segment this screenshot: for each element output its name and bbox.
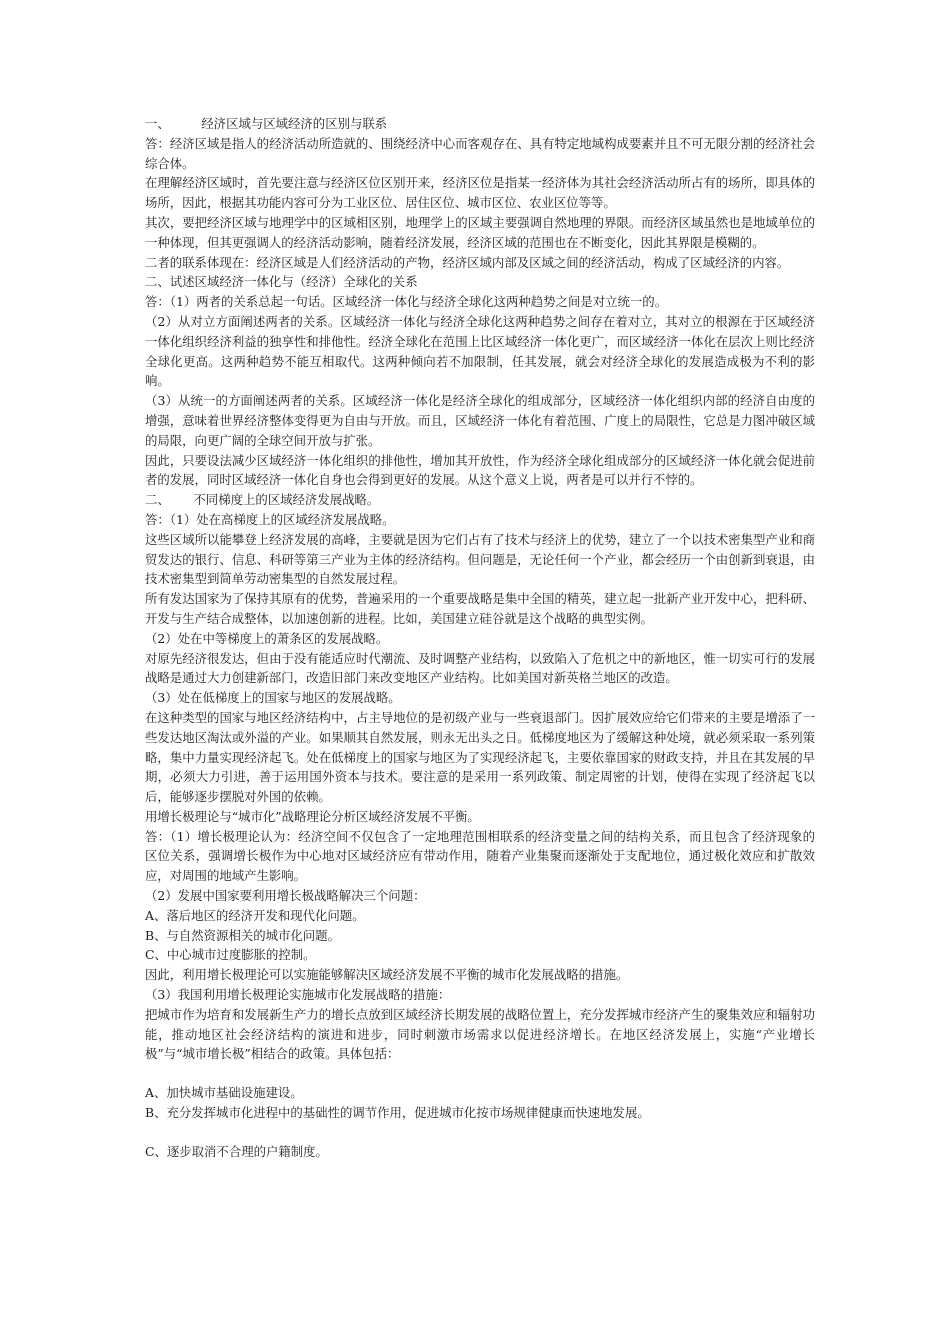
paragraph: （3）从统一的方面阐述两者的关系。区域经济一体化是经济全球化的组成部分，区域经济一体化组织内部的经济自由度的增强，意味着世界经济整体变得更为自由与开放。而且，区域经济一体化有着范围、广度上的局限性，它总是力图冲破区域的局限，向更广阔的全球空间开放与扩张。	[145, 393, 815, 448]
list-item: A、落后地区的经济开发和现代化问题。	[145, 907, 365, 923]
paragraph: （2）从对立方面阐述两者的关系。区域经济一体化与经济全球化这两种趋势之间存在着对立，其对立的根源在于区域经济一体化组织经济利益的独享性和排他性。经济全球化在范围上比区域经济一体化更广，而区域经济一体化在层次上则比经济全球化更高。这两种趋势不能互相取代。这两种倾向若不加限制，任其发展，就会对经济全球化的发展造成极为不利的影响。	[145, 313, 815, 389]
paragraph: 答：（1）处在高梯度上的区域经济发展战略。	[145, 511, 395, 527]
paragraph: 在理解经济区域时，首先要注意与经济区位区别开来，经济区位是指某一经济体为其社会经济活动所占有的场所，即具体的场所，因此，根据其功能内容可分为工业区位、居住区位、城市区位、农业区位等等。	[145, 175, 815, 211]
paragraph: 答：（1）两者的关系总起一句话。区域经济一体化与经济全球化这两种趋势之间是对立统一的。	[145, 294, 668, 310]
paragraph: 对原先经济很发达，但由于没有能适应时代潮流、及时调整产业结构，以致陷入了危机之中的新地区，惟一切实可行的发展战略是通过大力创建新部门，改造旧部门来改变地区产业结构。比如美国对新英格兰地区的改造。	[145, 650, 815, 686]
document-body	[145, 114, 815, 1162]
paragraph: 这些区域所以能攀登上经济发展的高峰，主要就是因为它们占有了技术与经济上的优势，建立了一个以技术密集型产业和商贸发达的银行、信息、科研等第三产业为主体的经济结构。但问题是，无论任何一个产业，都会经历一个由创新到衰退，由技术密集型到简单劳动密集型的自然发展过程。	[145, 531, 815, 587]
list-item: C、中心城市过度膨胀的控制。	[145, 947, 316, 963]
paragraph: 二者的联系体现在：经济区域是人们经济活动的产物，经济区域内部及区域之间的经济活动，构成了区域经济的内容。	[145, 254, 790, 270]
paragraph: 其次，要把经济区域与地理学中的区域相区别，地理学上的区域主要强调自然地理的界限。而经济区域虽然也是地域单位的一种体现，但其更强调人的经济活动影响，随着经济发展，经济区域的范围也在不断变化，因此其界限是模糊的。	[145, 214, 815, 250]
paragraph: （3）处在低梯度上的国家与地区的发展战略。	[145, 690, 401, 706]
blank-line	[145, 1123, 815, 1142]
list-item: C、逐步取消不合理的户籍制度。	[145, 1143, 328, 1159]
paragraph: 因此，利用增长极理论可以实施能够解决区域经济发展不平衡的城市化发展战略的措施。	[145, 967, 629, 983]
paragraph: 所有发达国家为了保持其原有的优势，普遍采用的一个重要战略是集中全国的精英，建立起一批新产业开发中心，把科研、开发与生产结合成整体，以加速创新的进程。比如，美国建立硅谷就是这个战略的典型实例。	[145, 591, 815, 626]
section-heading-2: 二、试述区域经济一体化与（经济）全球化的关系	[145, 274, 418, 290]
paragraph: 因此，只要设法减少区域经济一体化组织的排他性，增加其开放性，作为经济全球化组成部分的区域经济一体化就会促进前者的发展，同时区域经济一体化自身也会得到更好的发展。从这个意义上说，两者是可以并行不悖的。	[145, 452, 815, 488]
paragraph: （2）处在中等梯度上的萧条区的发展战略。	[145, 630, 389, 646]
list-item: B、与自然资源相关的城市化问题。	[145, 927, 340, 943]
paragraph: 把城市作为培育和发展新生产力的增长点放到区域经济长期发展的战略位置上，充分发挥城市经济产生的聚集效应和辐射功能，推动地区社会经济结构的演进和进步，同时刺激市场需求以促进经济增长。在地区经济发展上，实施“产业增长极”与“城市增长极”相结合的政策。具体包括：	[145, 1006, 815, 1062]
paragraph: （2）发展中国家要利用增长极战略解决三个问题：	[145, 888, 426, 904]
paragraph: （3）我国利用增长极理论实施城市化发展战略的措施：	[145, 987, 451, 1003]
section-heading-3: 二、 不同梯度上的区域经济发展战略。	[145, 492, 380, 508]
paragraph: 答：（1）增长极理论认为：经济空间不仅包含了一定地理范围相联系的经济变量之间的结构关系，而且包含了经济现象的区位关系，强调增长极作为中心地对区域经济应有带动作用，随着产业集聚而逐渐处于支配地位，通过极化效应和扩散效应，对周围的地域产生影响。	[145, 828, 815, 884]
list-item: B、充分发挥城市化进程中的基础性的调节作用，促进城市化按市场规律健康而快速地发展。	[145, 1105, 650, 1121]
paragraph: 在这种类型的国家与地区经济结构中，占主导地位的是初级产业与一些衰退部门。因扩展效应给它们带来的主要是增添了一些发达地区淘汰或外溢的产业。如果顺其自然发展，则永无出头之日。低梯度地区为了缓解这种处境，就必须采取一系列策略，集中力量实现经济起飞。处在低梯度上的国家与地区为了实现经济起飞，主要依靠国家的财政支持，并且在其发展的早期，必须大力引进，善于运用国外资本与技术。要注意的是采用一系列政策、制定周密的计划，使得在实现了经济起飞以后，能够逐步摆脱对外国的依赖。	[145, 709, 815, 805]
section-heading-1: 一、 经济区域与区域经济的区别与联系	[145, 116, 388, 131]
paragraph: 答：经济区域是指人的经济活动所造就的、围绕经济中心而客观存在、具有特定地域构成要素并且不可无限分割的经济社会综合体。	[145, 135, 815, 171]
blank-line	[145, 1064, 815, 1083]
question-heading: 用增长极理论与“城市化”战略理论分析区域经济发展不平衡。	[145, 808, 480, 824]
list-item: A、加快城市基础设施建设。	[145, 1085, 303, 1101]
